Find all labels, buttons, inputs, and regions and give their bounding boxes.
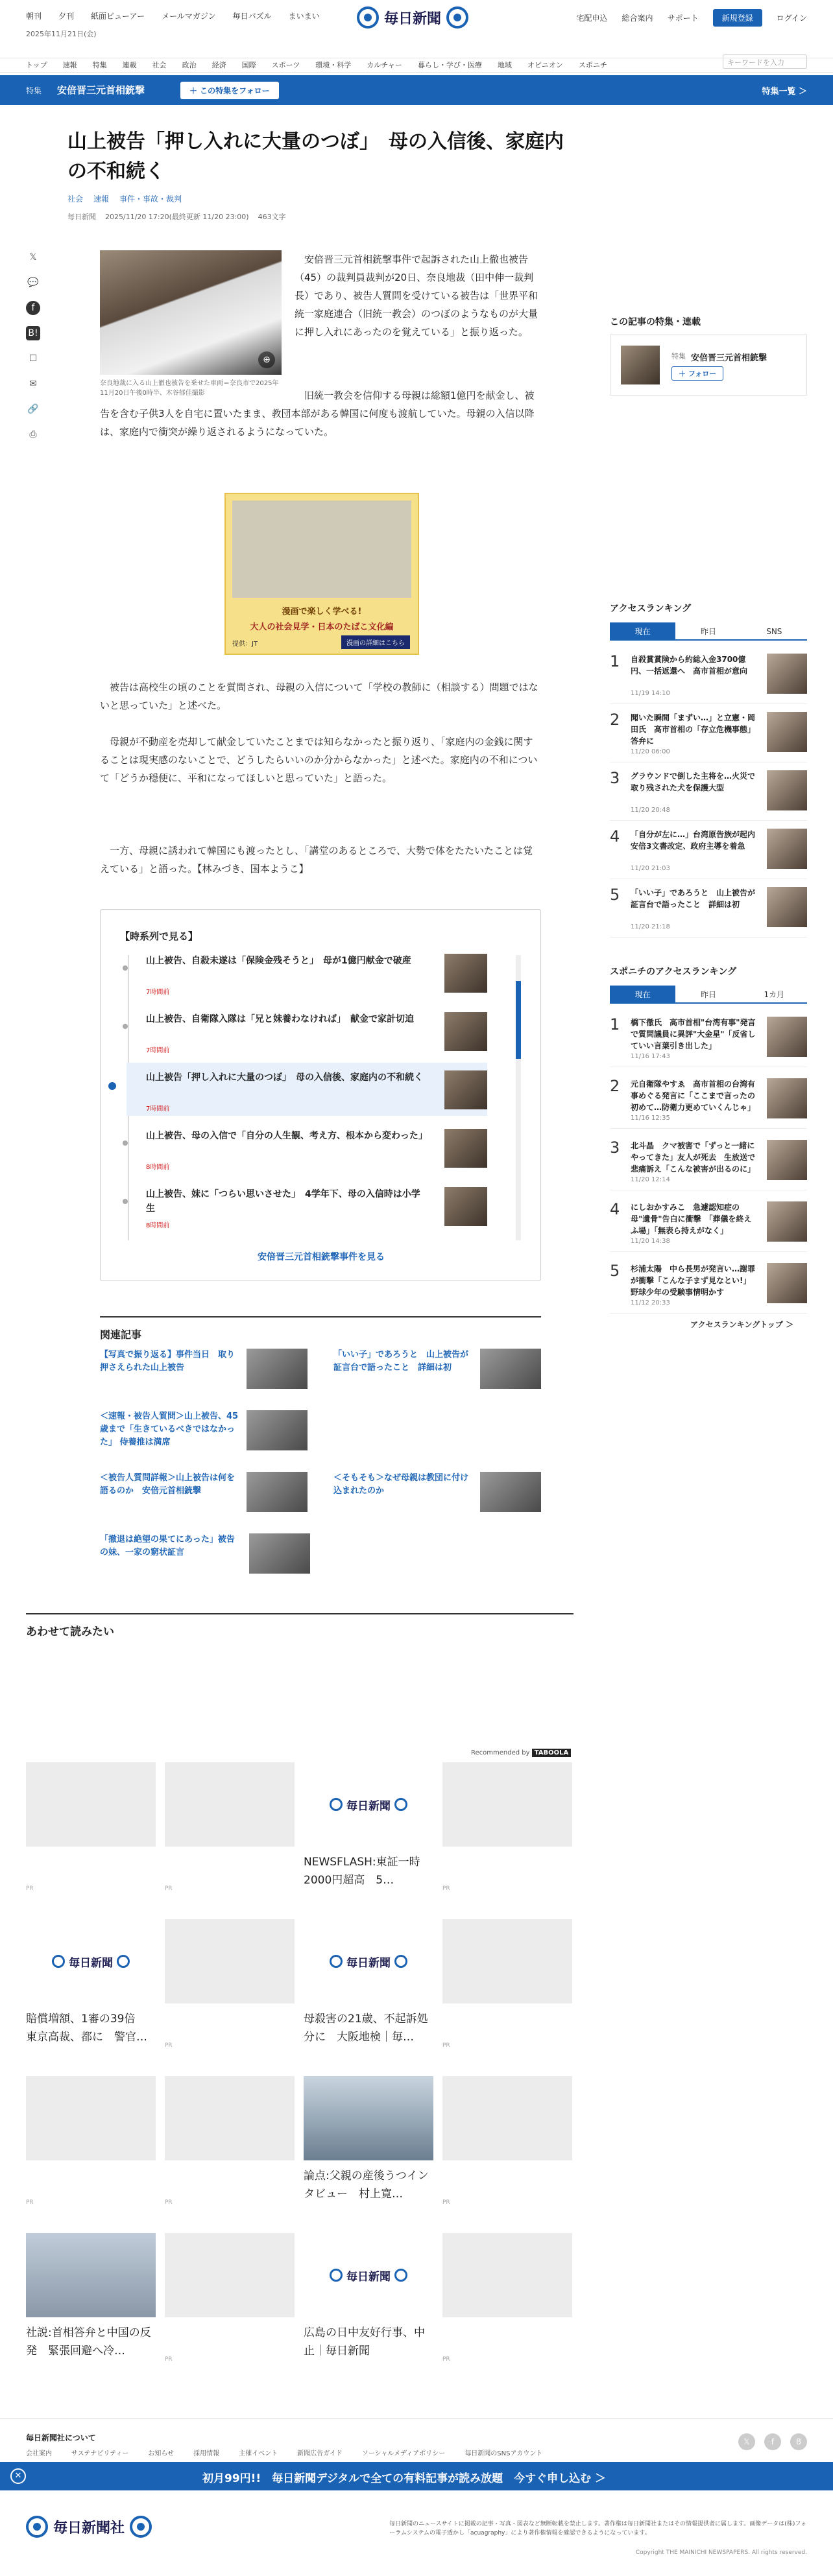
- char-count: 463文字: [258, 213, 286, 221]
- card-pr: PR: [165, 2042, 173, 2049]
- related-text: ＜速報・被告人質問＞山上被告、45歳まで「生きているべきではなかった」 侍養推は満席: [100, 1412, 239, 1447]
- ad-line1: 漫画で楽しく学べる!: [282, 607, 362, 617]
- rank-date: 11/20 21:18: [631, 923, 670, 930]
- sponichi-item[interactable]: [610, 1073, 807, 1129]
- rank-date: 11/20 14:38: [631, 1238, 670, 1245]
- promo-text: 初月99円!! 毎日新聞デジタルで全ての有料記事が読み放題 今すぐ申し込む ＞: [202, 2472, 607, 2485]
- rank-title: 北斗晶 クマ被害で「ずっと一緒にやってきた」友人が死去 生放送で悲痛訴え「こんな被害が出るのに」: [631, 1141, 756, 1174]
- timeline-dot: [108, 1082, 116, 1090]
- card-title: NEWSFLASH:東証一時2000円超高 5…: [304, 1856, 420, 1887]
- cat-item[interactable]: スポニチ: [578, 61, 607, 69]
- related-thumb: [480, 1472, 541, 1512]
- recommend-card[interactable]: [26, 2076, 156, 2215]
- related-text: ＜そもそも＞なぜ母親は教団に付け込まれたのか: [333, 1473, 469, 1496]
- related-thumb: [249, 1533, 310, 1574]
- search-input[interactable]: キーワードを入力: [723, 54, 807, 69]
- recommend-card[interactable]: [165, 2076, 295, 2215]
- card-image: [165, 2233, 295, 2317]
- hatena-icon[interactable]: B: [790, 2433, 807, 2450]
- timeline-item[interactable]: [127, 1179, 487, 1233]
- tab-yesterday[interactable]: 昨日: [675, 986, 741, 1004]
- rank-title: 「自分が左に…」台湾原告族が起内 安倍3文書改定、政府主導を着急: [631, 830, 764, 851]
- timeline-ago: 7時間前: [146, 1105, 170, 1113]
- card-image: [165, 1919, 295, 2003]
- related-thumb: [480, 1349, 541, 1389]
- related-text: 「撤退は絶望の果てにあった」被告の妹、一家の窮状証言: [100, 1535, 235, 1557]
- banner-tag: 特集: [26, 86, 42, 95]
- footer-links: [26, 2448, 542, 2457]
- article-paragraph: 旧統一教会を信仰する母親は総額1億円を献金し、被告を含む子供3人を自宅に置いたまま、教団本部がある韓国に何度も渡航していた。母親の入信以降は、家庭内で衝突が繰り返されるようになっていた。: [100, 390, 535, 438]
- rank-number: 4: [610, 1200, 620, 1218]
- timeline-thumb: [444, 954, 487, 993]
- card-image: [26, 2233, 156, 2317]
- header-right: [577, 9, 807, 27]
- nav-mail[interactable]: メールマガジン: [162, 12, 216, 21]
- related-thumb: [247, 1472, 308, 1512]
- rank-thumb: [767, 770, 807, 810]
- rank-thumb: [767, 1263, 807, 1303]
- hatena-icon[interactable]: B!: [26, 326, 40, 340]
- ad-provider: 提供：JT: [232, 641, 258, 648]
- ad-cta-button[interactable]: 漫画の詳細はこちら: [341, 635, 410, 649]
- feature-list-link[interactable]: 特集一覧 ＞: [762, 87, 807, 97]
- follow-title: この記事の特集・連載: [610, 317, 701, 327]
- tab-now[interactable]: 現在: [610, 622, 675, 641]
- follow-box: [610, 335, 807, 396]
- source-label: 毎日新聞: [67, 213, 96, 221]
- recommend-card[interactable]: [26, 1919, 156, 2058]
- ranking-title: アクセスランキング: [610, 604, 692, 614]
- rank-title: 「いい子」であろうと 山上被告が証言台で語ったこと 詳細は初: [631, 888, 756, 909]
- rank-number: 5: [610, 886, 620, 904]
- advertisement[interactable]: [224, 493, 419, 655]
- banner-title[interactable]: 安倍晋三元首相銃撃: [57, 84, 145, 96]
- recommend-card[interactable]: [442, 2076, 572, 2215]
- date-label: 2025年11月21日(金): [26, 30, 97, 38]
- logo-eye-icon: [446, 6, 468, 29]
- footer-logo-text: 毎日新聞社: [53, 2520, 125, 2536]
- related-item[interactable]: [100, 1472, 308, 1524]
- card-image: [26, 2076, 156, 2160]
- related-text: 【写真で振り返る】事件当日 取り押さえられた山上被告: [100, 1350, 235, 1373]
- card-image: [165, 2076, 295, 2160]
- recommend-card[interactable]: [165, 1919, 295, 2058]
- card-pr: PR: [26, 2199, 34, 2206]
- card-title: 広島の日中友好行事、中止｜毎日新聞: [304, 2326, 425, 2357]
- card-pr: PR: [442, 2356, 450, 2363]
- cat-item[interactable]: 暮らし・学び・医療: [417, 61, 482, 69]
- card-pr: PR: [442, 2199, 450, 2206]
- rank-date: 11/20 20:48: [631, 807, 670, 814]
- recommend-card[interactable]: [165, 1762, 295, 1901]
- related-item[interactable]: [100, 1349, 308, 1400]
- mail-icon[interactable]: ✉: [29, 379, 37, 389]
- ad-illustration: [232, 501, 411, 598]
- register-button[interactable]: 新規登録: [713, 9, 762, 27]
- rank-title: 元自衛隊やすゑ 高市首相の台湾有事めぐる発言に「ここまで言ったの初めて…防衛力更めていくんじゃ」: [631, 1080, 756, 1112]
- rank-date: 11/20 21:03: [631, 865, 670, 872]
- x-share-icon[interactable]: 𝕏: [29, 252, 37, 263]
- zoom-icon[interactable]: ⊕: [258, 351, 275, 368]
- tab-yesterday[interactable]: 昨日: [675, 622, 741, 641]
- nav-maimai[interactable]: まいまい: [288, 12, 320, 21]
- rank-date: 11/12 20:33: [631, 1299, 670, 1306]
- site-logo[interactable]: [357, 6, 468, 29]
- card-title: 社説:首相答弁と中国の反発 緊張回避へ冷…: [26, 2326, 151, 2357]
- timeline-ago: 8時間前: [146, 1164, 170, 1171]
- category-nav: [0, 54, 833, 73]
- footer-link[interactable]: サステナビリティー: [71, 2450, 129, 2457]
- rank-thumb: [767, 1078, 807, 1118]
- timeline-ago: 7時間前: [146, 1047, 170, 1054]
- timeline-dot: [123, 1024, 128, 1029]
- card-pr: PR: [26, 1885, 34, 1892]
- recommend-card[interactable]: [442, 2233, 572, 2372]
- nav-morning[interactable]: 朝刊: [26, 12, 42, 21]
- x-icon[interactable]: 𝕏: [738, 2433, 755, 2450]
- card-image-logo: 毎日新聞: [26, 1919, 156, 2003]
- timeline-text: 山上被告「押し入れに大量のつぼ」 母の入信後、家庭内の不和続く: [146, 1072, 423, 1083]
- cat-item[interactable]: 連載: [122, 61, 137, 69]
- related-item[interactable]: [333, 1349, 541, 1400]
- card-image: [442, 2233, 572, 2317]
- nav-evening[interactable]: 夕刊: [58, 12, 75, 21]
- ad-line2: 大人の社会見学・日本のたばこ文化編: [250, 622, 394, 632]
- related-text: ＜被告人質問詳報＞山上被告は何を語るのか 安倍元首相銃撃: [100, 1473, 235, 1496]
- cat-item[interactable]: オピニオン: [527, 61, 563, 69]
- card-pr: PR: [442, 2042, 450, 2049]
- related-item[interactable]: [333, 1472, 541, 1524]
- cat-item[interactable]: 社会: [152, 61, 167, 69]
- photo-caption: 奈良地裁に入る山上徹也被告を乗せた車両＝奈良市で2025年11月20日午後0時半、木谷郁佳撮影: [100, 380, 279, 397]
- article-paragraph: 安倍晋三元首相銃撃事件で起訴された山上徹也被告（45）の裁判員裁判が20日、奈良地裁（田中伸一裁判長）であり、被告人質問を受けている被告は「世界平和統一家庭連合（旧統一教会）のつぼのようなものが大量に押し入れにあったのを覚えている」と振り返った。: [295, 254, 538, 338]
- close-icon[interactable]: ✕: [10, 2468, 26, 2484]
- sponichi-item[interactable]: [610, 1135, 807, 1190]
- timeline-dot: [123, 1140, 128, 1146]
- rank-thumb: [767, 1017, 807, 1057]
- recommend-card[interactable]: [165, 2233, 295, 2372]
- cat-item[interactable]: スポーツ: [271, 61, 300, 69]
- also-read-title: あわせて読みたい: [26, 1625, 114, 1638]
- follow-name[interactable]: 安倍晋三元首相銃撃: [691, 353, 767, 363]
- logo-eye-icon: [130, 2516, 152, 2538]
- card-image: [442, 1919, 572, 2003]
- card-image: [304, 2076, 433, 2160]
- logo-eye-icon: [357, 6, 379, 29]
- card-image: [442, 1762, 572, 1847]
- rank-thumb: [767, 712, 807, 752]
- footer-link[interactable]: 主催イベント: [239, 2450, 278, 2457]
- logo-text: 毎日新聞: [384, 10, 442, 27]
- article-paragraph: 一方、母親に誘われて韓国にも渡ったとし、「講堂のあるところで、大勢で体をたたいたことは覚えている」と語った。【林みづき、国本ようこ】: [100, 845, 533, 875]
- recommend-card[interactable]: [304, 2076, 433, 2215]
- cat-item[interactable]: 地域: [497, 61, 512, 69]
- timeline-dot: [123, 965, 128, 971]
- cat-item[interactable]: トップ: [26, 61, 47, 69]
- tab-now[interactable]: 現在: [610, 986, 675, 1004]
- card-image-logo: 毎日新聞: [304, 2233, 433, 2317]
- rank-title: グラウンドで倒した主将を…火災で取り残された犬を保護大型: [631, 772, 756, 792]
- timeline-text: 山上被告、母の入信で「自分の人生観、考え方、根本から変わった」: [146, 1131, 428, 1141]
- recommend-card[interactable]: [26, 2233, 156, 2372]
- rank-date: 11/16 17:43: [631, 1053, 670, 1060]
- recommend-card[interactable]: [26, 1762, 156, 1901]
- timeline-ago: 7時間前: [146, 989, 170, 996]
- timeline-item[interactable]: [127, 1004, 487, 1058]
- footer-logo[interactable]: [26, 2516, 152, 2538]
- rank-number: 1: [610, 1015, 620, 1034]
- recommend-card[interactable]: [304, 1762, 433, 1901]
- promo-bar[interactable]: [0, 2462, 833, 2490]
- card-pr: PR: [165, 1885, 173, 1892]
- link-guide[interactable]: 総合案内: [622, 14, 653, 23]
- timeline-text: 山上被告、自殺未遂は「保険金残そうと」 母が1億円献金で破産: [146, 956, 411, 966]
- card-image-logo: 毎日新聞: [304, 1762, 433, 1847]
- card-pr: PR: [165, 2199, 173, 2206]
- divider: [26, 1613, 573, 1614]
- follow-tag: 特集: [671, 352, 686, 360]
- footer-link[interactable]: 採用情報: [193, 2450, 220, 2457]
- comment-icon[interactable]: 💬: [27, 278, 39, 288]
- cat-item[interactable]: 経済: [211, 61, 226, 69]
- follow-thumb: [621, 346, 660, 384]
- rank-number: 2: [610, 1077, 620, 1095]
- link-delivery[interactable]: 宅配申込: [576, 14, 608, 23]
- timeline-ago: 8時間前: [146, 1222, 170, 1229]
- tab-month[interactable]: 1カ月: [742, 986, 807, 1004]
- ranking-item[interactable]: [610, 648, 807, 704]
- card-title: 論点:父親の産後うつインタビュー 村上寛…: [304, 2169, 429, 2201]
- rank-title: 杉浦太陽 中ら長男が発言い…謝罪が衝撃「こんな子まず見なとい!」 野球少年の受験事情明かす: [631, 1264, 756, 1297]
- article-meta: [67, 211, 286, 222]
- timeline-thumb: [444, 1187, 487, 1226]
- print-icon[interactable]: ⎙: [29, 429, 37, 440]
- rank-thumb: [767, 829, 807, 869]
- ranking-top-link[interactable]: アクセスランキングトップ ＞: [690, 1320, 794, 1329]
- recommend-card[interactable]: [442, 1762, 572, 1901]
- recommend-card[interactable]: [304, 1919, 433, 2058]
- rank-number: 1: [610, 652, 620, 670]
- cat-item[interactable]: 国際: [241, 61, 256, 69]
- article-headline: 山上被告「押し入れに大量のつぼ」 母の入信後、家庭内の不和続く: [67, 130, 564, 183]
- timeline-item[interactable]: [127, 1121, 487, 1174]
- follow-feature-button[interactable]: ＋ この特集をフォロー: [180, 82, 279, 99]
- nav-puzzle[interactable]: 毎日パズル: [232, 12, 272, 21]
- rank-number: 5: [610, 1262, 620, 1280]
- crumb-breaking[interactable]: 速報: [93, 195, 110, 204]
- card-image-logo: 毎日新聞: [304, 1919, 433, 2003]
- article-paragraph: 被告は高校生の頃のことを質問され、母親の入信について「学校の教師に（相談する）問題ではないと思っていた」と述べた。: [100, 681, 538, 711]
- link-support[interactable]: サポート: [667, 14, 699, 23]
- crumb-society[interactable]: 社会: [67, 195, 84, 204]
- rank-title: 聞いた瞬間「まずい…」と立憲・岡田氏 高市首相の「存立危機事態」答弁に: [631, 713, 756, 746]
- scrollbar-thumb[interactable]: [516, 981, 521, 1059]
- ranking-item[interactable]: [610, 823, 807, 879]
- timeline-thumb: [444, 1012, 487, 1051]
- recommend-card[interactable]: [304, 2233, 433, 2372]
- footer-about[interactable]: 毎日新聞社について: [26, 2433, 96, 2442]
- card-title: 賠償増額、1審の39倍 東京高裁、都に 警官…: [26, 2013, 147, 2044]
- rank-thumb: [767, 1140, 807, 1180]
- footer-link[interactable]: ソーシャルメディアポリシー: [361, 2450, 446, 2457]
- rank-thumb: [767, 1201, 807, 1242]
- rank-title: 橋下徹氏 高市首相"台湾有事"発言で質問議員に異評"大金星"「反省していい言葉引き出した」: [631, 1018, 756, 1050]
- feature-banner: [0, 75, 833, 105]
- rank-title: にしおかすみこ 急遽認知症の母"遺骨"告白に衝撃 「葬儀を終えふ場」「無表ら持えがなく」: [631, 1203, 752, 1235]
- related-thumb: [247, 1410, 308, 1450]
- facebook-icon[interactable]: f: [26, 301, 40, 315]
- related-item[interactable]: [100, 1410, 308, 1462]
- ranking-item[interactable]: [610, 765, 807, 821]
- footer-link[interactable]: 新聞広告ガイド: [297, 2450, 343, 2457]
- recommend-card[interactable]: [442, 1919, 572, 2058]
- footer-link[interactable]: 会社案内: [26, 2450, 52, 2457]
- recommended-by: Recommended by TABOOLA: [471, 1749, 571, 1756]
- link-icon[interactable]: 🔗: [27, 404, 39, 414]
- sponichi-item[interactable]: [610, 1011, 807, 1067]
- ranking-item[interactable]: [610, 707, 807, 762]
- cat-item[interactable]: 速報: [62, 61, 77, 69]
- timeline-thumb: [444, 1070, 487, 1109]
- related-item[interactable]: [100, 1533, 308, 1585]
- nav-viewer[interactable]: 紙面ビューアー: [91, 12, 145, 21]
- copyright: Copyright THE MAINICHI NEWSPAPERS. All rights reserved.: [635, 2549, 807, 2556]
- card-image: [442, 2076, 572, 2160]
- ranking-item[interactable]: [610, 882, 807, 938]
- ranking-tabs: [610, 622, 807, 641]
- sponichi-tabs: [610, 986, 807, 1004]
- card-title: 母殺害の21歳、不起訴処分に 大阪地検｜毎…: [304, 2013, 428, 2044]
- footer-link[interactable]: お知らせ: [148, 2450, 175, 2457]
- login-link[interactable]: ログイン: [776, 14, 807, 23]
- timeline-box: [100, 909, 541, 1281]
- rank-number: 4: [610, 827, 620, 845]
- publish-date: 2025/11/20 17:20(最終更新 11/20 23:00): [105, 213, 249, 221]
- timeline-thumb: [444, 1129, 487, 1168]
- timeline-more-link[interactable]: 安倍晋三元首相銃撃事件を見る: [258, 1252, 385, 1262]
- related-thumb: [247, 1349, 308, 1389]
- crumb-incidents[interactable]: 事件・事故・裁判: [119, 195, 182, 204]
- share-bar: [26, 250, 45, 453]
- timeline-text: 山上被告、自衛隊入隊は「兄と妹養わなければ」 献金で家計切迫: [146, 1014, 414, 1024]
- related-text: 「いい子」であろうと 山上被告が証言台で語ったこと 詳細は初: [333, 1350, 469, 1373]
- rank-thumb: [767, 887, 807, 927]
- rank-date: 11/20 12:14: [631, 1176, 670, 1183]
- breadcrumb: [67, 193, 182, 204]
- footer-link[interactable]: 毎日新聞のSNSアカウント: [465, 2450, 543, 2457]
- top-nav: [26, 10, 320, 21]
- rank-thumb: [767, 654, 807, 694]
- footer-sns: [738, 2433, 807, 2450]
- timeline-title: 【時系列で見る】: [120, 930, 199, 942]
- bookmark-icon[interactable]: ☐: [29, 353, 38, 364]
- logo-eye-icon: [26, 2516, 48, 2538]
- timeline-item[interactable]: [127, 946, 487, 999]
- site-header: [0, 0, 833, 58]
- rank-date: 11/16 12:35: [631, 1115, 670, 1122]
- article-photo[interactable]: [100, 250, 282, 375]
- rank-number: 3: [610, 769, 620, 787]
- footer-note: 毎日新聞のニュースサイトに掲載の記事・写真・図表など無断転載を禁止します。著作権は毎日新聞社またはその情報提供者に属します。画像データは(株)フォーラムシステムの電子透かし「acuagraphy」により著作権情報を確認できるようになっています。: [389, 2521, 806, 2536]
- timeline-item-current[interactable]: [127, 1063, 487, 1116]
- cat-item[interactable]: 政治: [182, 61, 197, 69]
- facebook-icon[interactable]: f: [764, 2433, 781, 2450]
- cat-item[interactable]: カルチャー: [367, 61, 402, 69]
- follow-button[interactable]: ＋ フォロー: [671, 366, 723, 381]
- timeline-text: 山上被告、妹に「つらい思いさせた」 4学年下、母の入信時は小学生: [146, 1189, 420, 1214]
- card-pr: PR: [165, 2356, 173, 2363]
- sponichi-item[interactable]: [610, 1196, 807, 1252]
- sponichi-title: スポニチのアクセスランキング: [610, 967, 737, 977]
- article-paragraph: 母親が不動産を売却して献金していたことまでは知らなかったと振り返り、「家庭内の金銭に関することは現実感のないことで、どうしたらいいのか分からなかった」と述べた。家庭内の不和について「どうか穏便に、平和になってほしいと思っていた」と語った。: [100, 736, 538, 784]
- card-image: [26, 1762, 156, 1847]
- rank-date: 11/19 14:10: [631, 690, 670, 697]
- rank-number: 2: [610, 711, 620, 729]
- rank-date: 11/20 06:00: [631, 748, 670, 755]
- related-title: 関連記事: [100, 1316, 541, 1341]
- cat-item[interactable]: 環境・科学: [315, 61, 352, 69]
- card-image: [165, 1762, 295, 1847]
- sponichi-item[interactable]: [610, 1258, 807, 1314]
- rank-number: 3: [610, 1139, 620, 1157]
- cat-item[interactable]: 特集: [92, 61, 107, 69]
- tab-sns[interactable]: SNS: [742, 622, 807, 641]
- rank-title: 自殺賞賞険から約総入金3700億円、一括返還へ 高市首相が意向: [631, 655, 748, 676]
- card-pr: PR: [442, 1885, 450, 1892]
- timeline-dot: [123, 1199, 128, 1204]
